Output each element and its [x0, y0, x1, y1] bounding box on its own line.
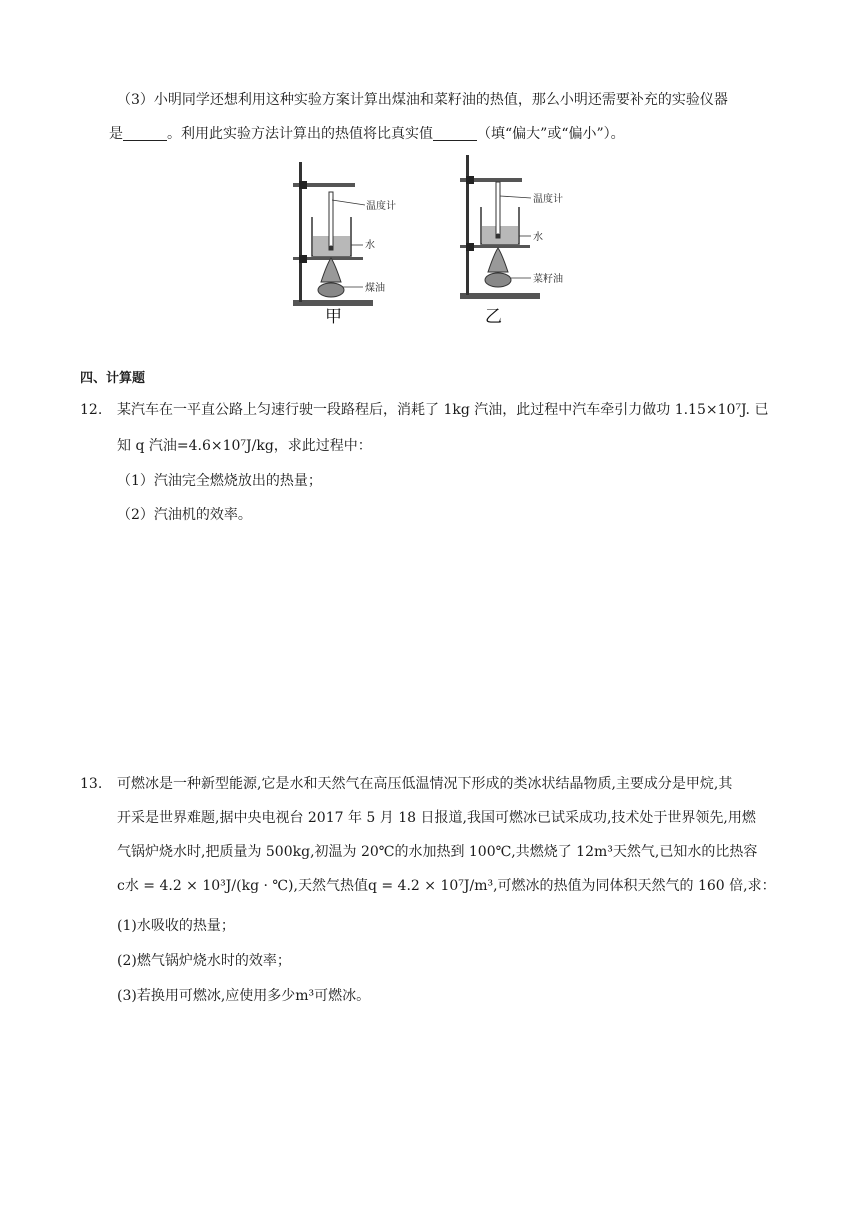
q3-text-c: （填“偏大”或“偏小”）。 — [477, 126, 625, 142]
answer-blank-2[interactable] — [433, 124, 477, 141]
flame-left — [321, 258, 341, 282]
q3-line-2 — [109, 124, 625, 144]
q13-line-3: 气锅炉烧水时,把质量为 500kg,初温为 20℃的水加热到 100℃,共燃烧了 12m³天然气,已知水的比热容 — [117, 844, 758, 860]
lamp-right — [485, 273, 511, 287]
q12-sub-2: （2）汽油机的效率。 — [117, 507, 252, 523]
label-thermometer-left: 温度计 — [366, 201, 396, 212]
lamp-left — [318, 283, 344, 297]
stand-base-right — [460, 293, 540, 299]
stand-base-left — [293, 300, 373, 306]
q13-line-1 — [80, 774, 732, 794]
caption-left: 甲 — [325, 307, 342, 327]
q13-line-2: 开采是世界难题,据中央电视台 2017 年 5 月 18 日报道,我国可燃冰已试采成功,技术处于世界领先,用燃 — [117, 810, 756, 826]
q13-text-1: 可燃冰是一种新型能源,它是水和天然气在高压低温情况下形成的类冰状结晶物质,主要成分是甲烷,其 — [117, 776, 733, 792]
answer-blank-1[interactable] — [123, 124, 167, 141]
q13-sub-2: (2)燃气锅炉烧水时的效率； — [117, 953, 291, 969]
apparatus-right — [460, 155, 563, 327]
section-title: 四、计算题 — [80, 371, 146, 386]
q12-number: 12. — [80, 402, 103, 418]
label-water-right: 水 — [533, 232, 543, 243]
experiment-figure — [285, 150, 585, 330]
thermometer-left — [329, 192, 333, 250]
q3-text-a: 是 — [109, 126, 123, 142]
apparatus-left — [293, 162, 396, 327]
q3-text-b: 。利用此实验方法计算出的热值将比真实值 — [167, 126, 433, 142]
q13-line-4: c水 = 4.2 × 10³J/(kg · ℃),天然气热值q = 4.2 × 10⁷J/m³,可燃冰的热值为同体积天然气的 160 倍,求： — [117, 878, 776, 894]
flame-right — [488, 248, 508, 272]
label-water-left: 水 — [365, 240, 375, 251]
label-fuel-left: 煤油 — [365, 283, 385, 294]
q12-text-1: 某汽车在一平直公路上匀速行驶一段路程后，消耗了 1kg 汽油，此过程中汽车牵引力做功 1.15×10⁷J. 已 — [117, 402, 769, 418]
label-thermometer-right: 温度计 — [533, 194, 563, 205]
q13-sub-3: (3)若换用可燃冰,应使用多少m³可燃冰。 — [117, 988, 371, 1004]
q12-line-2: 知 q 汽油=4.6×10⁷J/kg，求此过程中： — [117, 438, 372, 454]
label-fuel-right: 菜籽油 — [533, 274, 563, 285]
q13-number: 13. — [80, 776, 103, 792]
caption-right: 乙 — [485, 307, 502, 327]
q12-sub-1: （1）汽油完全燃烧放出的热量； — [117, 473, 322, 489]
thermometer-right — [496, 182, 500, 238]
q13-sub-1: (1)水吸收的热量； — [117, 918, 235, 934]
q12-line-1 — [80, 400, 768, 420]
q3-line-1: （3）小明同学还想利用这种实验方案计算出煤油和菜籽油的热值，那么小明还需要补充的实验仪器 — [117, 92, 728, 108]
